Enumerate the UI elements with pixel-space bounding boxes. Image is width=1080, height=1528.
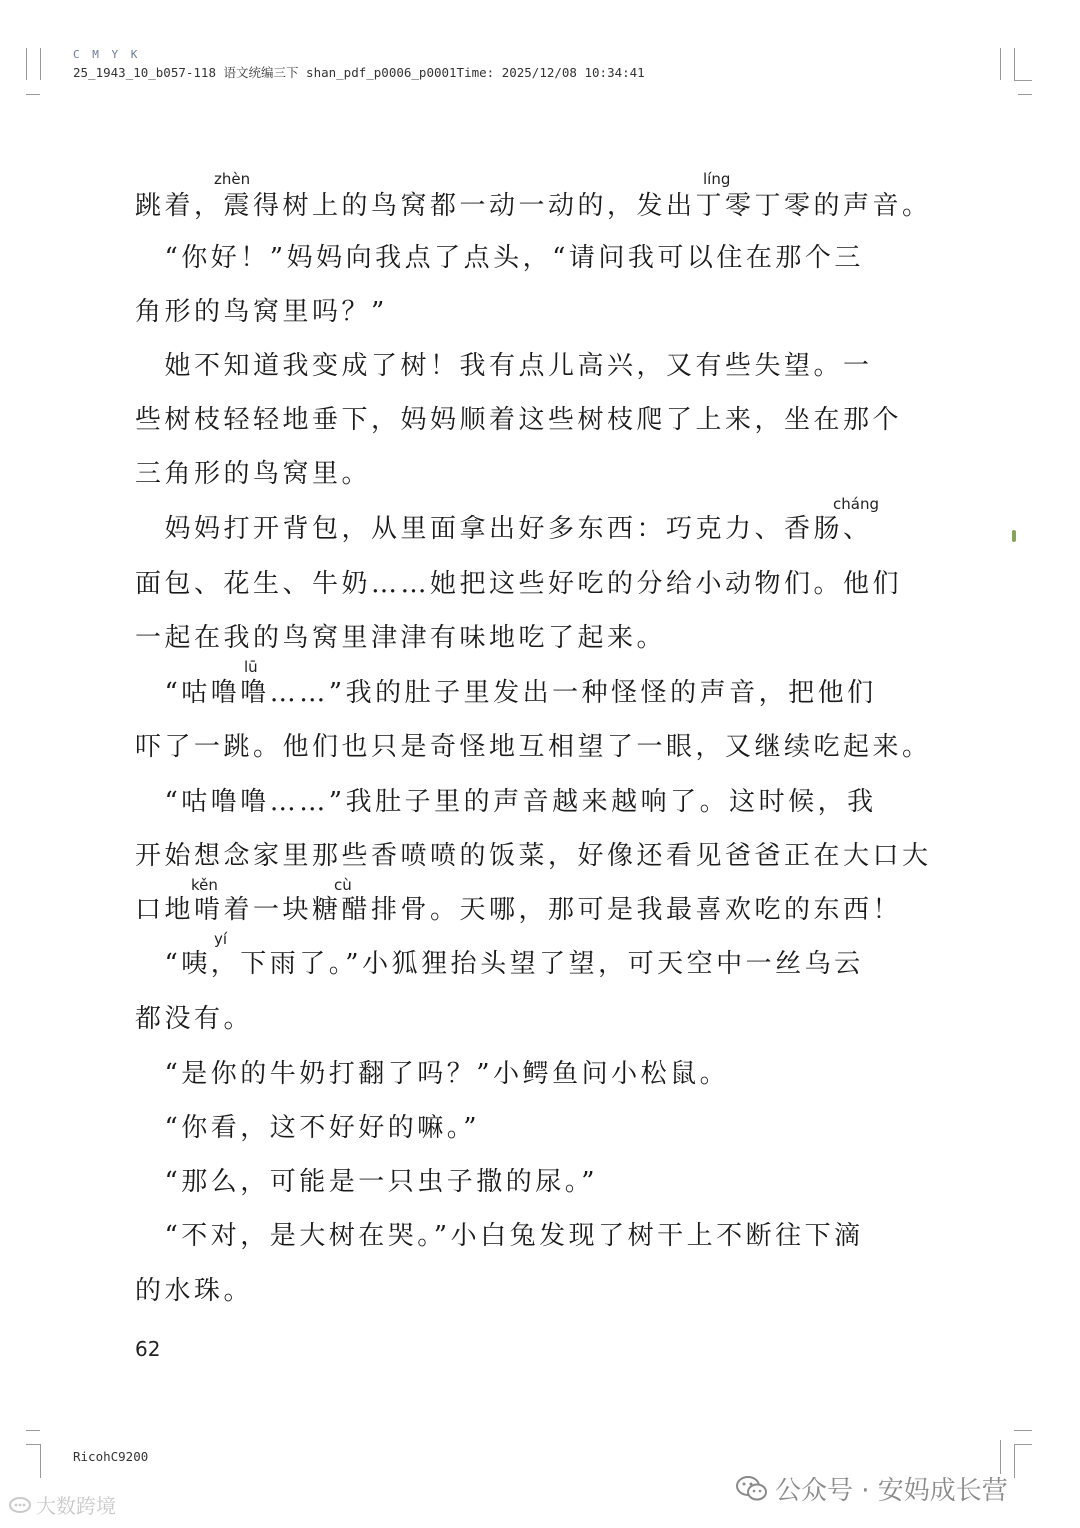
text-line: 的水珠。 [135,1276,254,1306]
watermark-right-text: 公众号 · 安妈成长营 [775,1476,1008,1506]
text-line: 口地啃着一块糖醋排骨。天哪，那可是我最喜欢吃的东西！ [135,895,903,925]
text-line: 妈妈打开背包，从里面拿出好多东西：巧克力、香肠、 [135,514,873,544]
crop-mark [40,48,41,80]
text-line: “你看，这不好好的嘛。” [135,1113,481,1143]
text-line: “咕噜噜……”我的肚子里发出一种怪怪的声音，把他们 [135,678,877,708]
text-line: “是你的牛奶打翻了吗？”小鳄鱼问小松鼠。 [135,1059,730,1089]
text-line: 她不知道我变成了树！我有点儿高兴，又有些失望。一 [135,351,873,381]
crop-mark [1000,1440,1001,1474]
print-slug: 25_1943_10_b057-118 语文统编三下 shan_pdf_p0006_p0001Time: 2025/12/08 10:34:41 [73,65,645,80]
text-line: “你好！”妈妈向我点了点头，“请问我可以住在那个三 [135,243,864,273]
crop-mark [1014,48,1015,80]
crop-mark [1014,1444,1015,1478]
text-line: 面包、花生、牛奶……她把这些好吃的分给小动物们。他们 [135,569,903,599]
pinyin-annotation: cù [334,876,352,894]
text-line: “不对，是大树在哭。”小白兔发现了树干上不断往下滴 [135,1221,864,1251]
cmyk-marker: C M Y K [73,48,141,61]
pinyin-annotation: zhèn [214,170,251,188]
chat-bubble-icon [8,1496,32,1514]
pinyin-annotation: líng [703,170,731,188]
pinyin-annotation: kěn [191,876,218,894]
printer-label: RicohC9200 [73,1449,149,1464]
page-number: 62 [135,1337,161,1361]
crop-mark [26,94,40,95]
pinyin-annotation: cháng [833,495,879,513]
crop-mark [26,1430,40,1431]
wechat-icon [735,1475,769,1503]
watermark-left-text: 大数跨境 [36,1494,116,1518]
watermark-left [8,1490,116,1519]
text-line: 跳着，震得树上的鸟窝都一动一动的，发出丁零丁零的声音。 [135,191,932,221]
crop-mark [1000,48,1001,80]
crop-mark [1014,1430,1032,1431]
watermark-right [735,1470,1008,1507]
text-line: 三角形的鸟窝里。 [135,459,372,489]
crop-mark [40,1444,41,1478]
text-line: 吓了一跳。他们也只是奇怪地互相望了一眼，又继续吃起来。 [135,732,932,762]
crop-mark [1014,1444,1032,1445]
text-line: 角形的鸟窝里吗？” [135,297,388,327]
text-line: “那么，可能是一只虫子撒的尿。” [135,1167,599,1197]
crop-mark [1014,80,1032,81]
pinyin-annotation: lū [244,658,258,676]
text-line: “咕噜噜……”我肚子里的声音越来越响了。这时候，我 [135,787,877,817]
text-line: 都没有。 [135,1004,254,1034]
pinyin-annotation: yí [214,930,228,948]
crop-mark [26,48,27,80]
crop-mark [1018,94,1032,95]
margin-mark [1012,530,1016,542]
crop-mark [26,1444,40,1445]
text-line: 一起在我的鸟窝里津津有味地吃了起来。 [135,623,667,653]
text-line: 些树枝轻轻地垂下，妈妈顺着这些树枝爬了上来，坐在那个 [135,405,903,435]
text-line: “咦，下雨了。”小狐狸抬头望了望，可天空中一丝乌云 [135,949,864,979]
text-line: 开始想念家里那些香喷喷的饭菜，好像还看见爸爸正在大口大 [135,841,932,871]
